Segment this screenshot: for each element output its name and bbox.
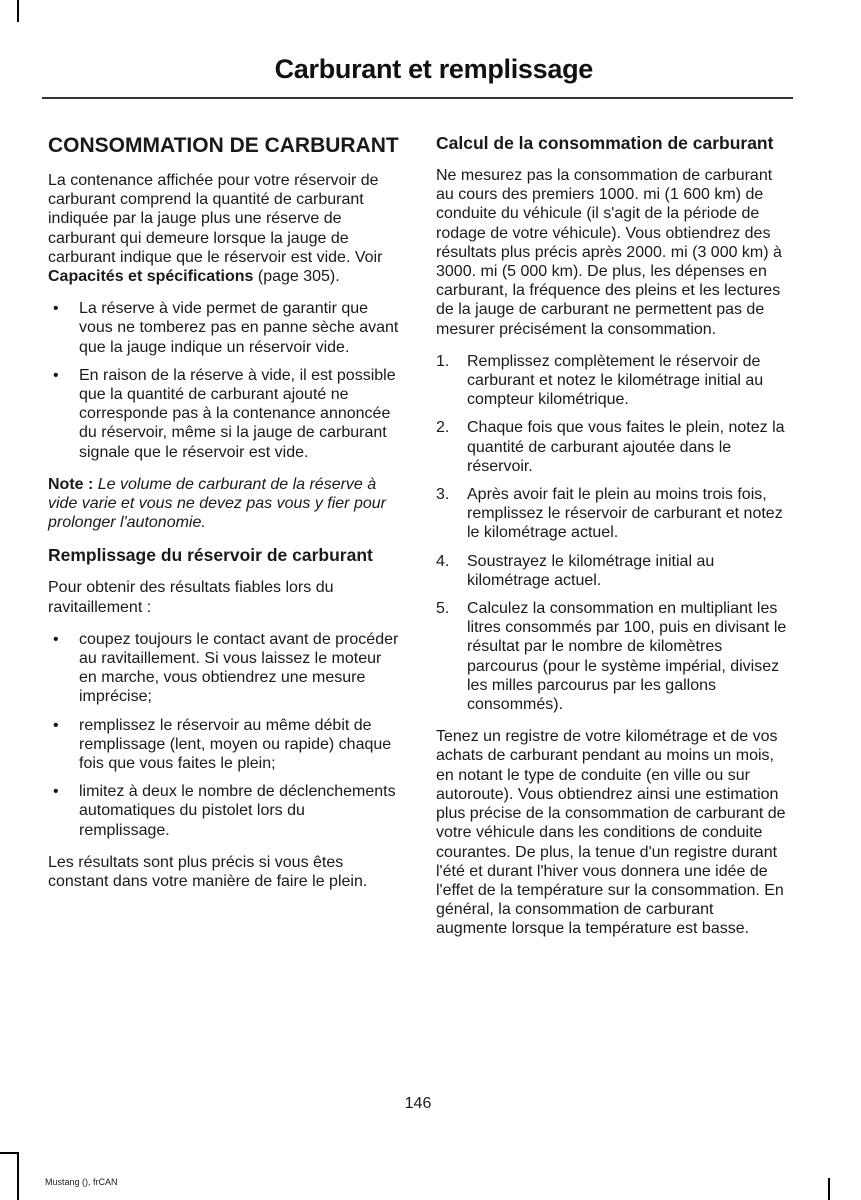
list-item xyxy=(436,599,788,714)
step-number: 4. xyxy=(436,552,450,570)
reserve-bullet-list xyxy=(48,299,400,462)
crop-mark xyxy=(17,0,19,22)
footer-text: Mustang (), frCAN xyxy=(45,1177,118,1187)
list-item xyxy=(436,485,788,543)
list-item: • coupez toujours le contact avant de procéder au ravitaillement. Si vous laissez le moteur en marche, vous obtiendrez une mesure imprécise; xyxy=(48,630,400,707)
right-column xyxy=(436,133,788,952)
crop-mark xyxy=(828,1178,830,1200)
list-item xyxy=(436,418,788,476)
step-text: Soustrayez le kilométrage initial au kilométrage actuel. xyxy=(467,552,715,589)
note-paragraph xyxy=(48,475,400,533)
closing-paragraph: Tenez un registre de votre kilométrage et de vos achats de carburant pendant au moins un mois, en notant le type de conduite (en ville ou sur autoroute). Vous obtiendrez ainsi une estimation plus précise de la consommation de carburant de votre véhicule dans les conditions de conduite courantes. De plus, la tenue d'un registre durant l'été et durant l'hiver vous donnera une idée de l'effet de la température sur la consommation. En général, la consommation de carburant augmente lorsque la température est basse. xyxy=(436,728,786,938)
list-item: • La réserve à vide permet de garantir que vous ne tomberez pas en panne sèche avant que la jauge indique un réservoir vide. xyxy=(48,299,400,357)
step-number: 3. xyxy=(436,486,450,504)
calculation-steps xyxy=(436,352,788,714)
header-rule xyxy=(42,97,793,99)
page-number: 146 xyxy=(404,1095,432,1112)
note-text: Le volume de carburant de la réserve à vide varie et vous ne devez pas vous y fier pour prolonger l'autonomie. xyxy=(48,475,386,532)
crop-mark xyxy=(17,1152,19,1200)
step-text: Chaque fois que vous faites le plein, notez la quantité de carburant ajoutée dans le réservoir. xyxy=(467,419,785,475)
capacities-link[interactable]: Capacités et spécifications xyxy=(48,268,254,286)
page-header-title: Carburant et remplissage xyxy=(274,54,593,84)
step-number: 2. xyxy=(436,419,450,437)
subsection-title: Remplissage du réservoir de carburant xyxy=(48,545,373,566)
intro-paragraph: Ne mesurez pas la consommation de carburant au cours des premiers 1000. mi (1 600 km) de conduite du véhicule (il s'agit de la période de rodage de votre véhicule). Vous obtiendrez des résultats plus précis après 2000. mi (3 000 km) à 3000. mi (5 000 km). De plus, les dépenses en carburant, la fréquence des pleins et les lectures de la jauge de carburant ne permettent pas de mesurer précisément la consommation. xyxy=(436,167,782,338)
step-number: 5. xyxy=(436,600,450,618)
list-item xyxy=(436,352,788,410)
crop-mark xyxy=(0,1152,17,1154)
list-item: • remplissez le réservoir au même débit de remplissage (lent, moyen ou rapide) chaque fois que vous faites le plein; xyxy=(48,716,400,774)
list-item: • En raison de la réserve à vide, il est possible que la quantité de carburant ajouté ne corresponde pas à la contenance annoncée du réservoir, même si la jauge de carburant signale que le réservoir est vide. xyxy=(48,366,400,462)
note-label: Note : xyxy=(48,475,94,493)
section-title: CONSOMMATION DE CARBURANT xyxy=(48,134,399,157)
step-text: Calculez la consommation en multipliant les litres consommés par 100, puis en divisant le résultat par le nombre de kilomètres parcourus (pour le système impérial, divisez les milles parcourus par les gallons consommés). xyxy=(467,600,787,714)
step-text: Remplissez complètement le réservoir de carburant et notez le kilométrage initial au compteur kilométrique. xyxy=(467,352,764,409)
refuel-bullet-list xyxy=(48,630,400,840)
intro-text: La contenance affichée pour votre réservoir de carburant comprend la quantité de carburant indiquée par la jauge plus une réserve de carburant qui demeure lorsque la jauge de carburant indique que le réservoir est vide. Voir xyxy=(48,172,383,266)
subsection-title: Calcul de la consommation de carburant xyxy=(436,133,774,153)
step-number: 1. xyxy=(436,352,450,370)
list-item xyxy=(436,552,788,590)
left-column xyxy=(48,133,400,904)
subsection-intro: Pour obtenir des résultats fiables lors du ravitaillement : xyxy=(48,579,334,616)
intro-paragraph xyxy=(48,171,400,286)
closing-paragraph: Les résultats sont plus précis si vous êtes constant dans votre manière de faire le plein. xyxy=(48,853,368,891)
intro-page-ref: (page 305). xyxy=(253,268,340,286)
list-item: • limitez à deux le nombre de déclenchements automatiques du pistolet lors du remplissage. xyxy=(48,782,400,840)
step-text: Après avoir fait le plein au moins trois fois, remplissez le réservoir de carburant et notez le kilométrage actuel. xyxy=(467,486,783,542)
